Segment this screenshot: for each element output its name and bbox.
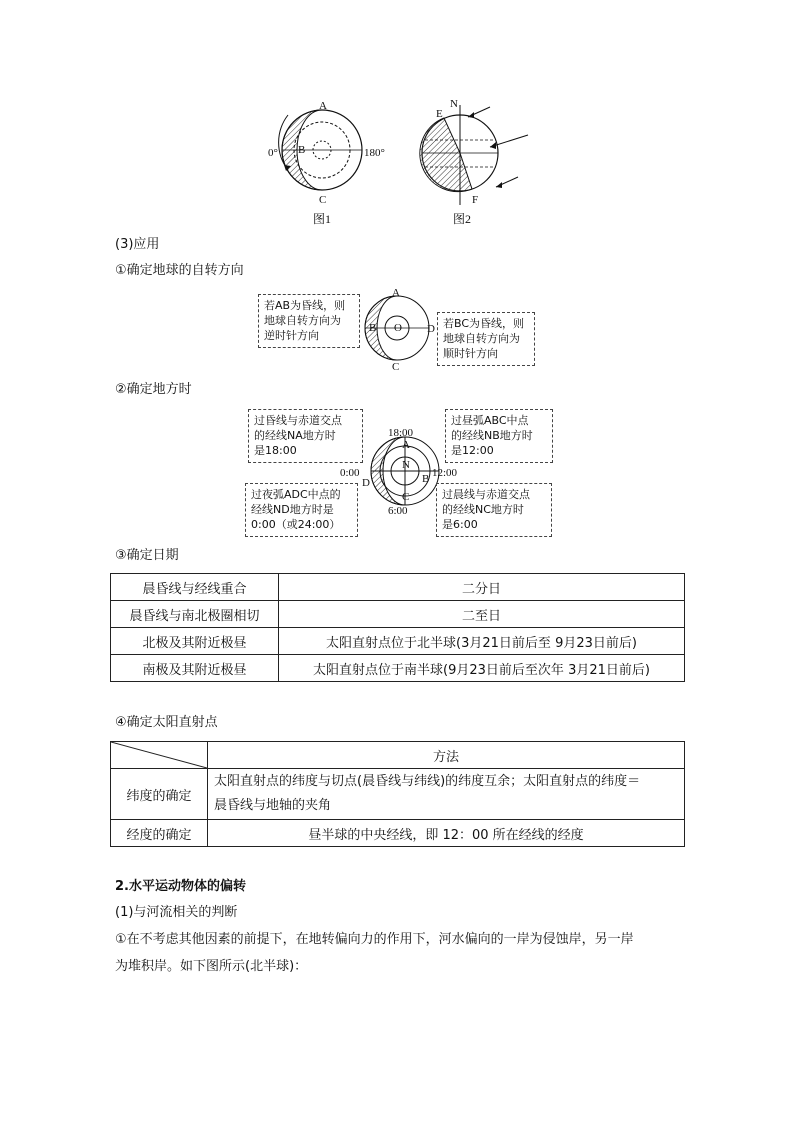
time-note-top-right [445, 409, 553, 463]
note-line: 地球自转方向为 [264, 314, 341, 327]
note-line: 经线ND地方时是 [251, 503, 334, 516]
table-cell [208, 769, 685, 820]
figure-2 [420, 98, 528, 226]
time-label-d: D [362, 477, 370, 489]
table-cell: 晨昏线与经线重合 [111, 574, 279, 601]
rot-label-c: C [392, 361, 400, 373]
section-2-para-line-2: 为堆积岸。如下图所示(北半球)： [115, 959, 308, 974]
time-label-6: 6:00 [388, 505, 408, 517]
cell-line: 晨昏线与地轴的夹角 [214, 798, 332, 813]
rot-label-b: B [369, 322, 377, 334]
rotation-note-right [437, 312, 535, 366]
time-label-c: C [402, 491, 410, 503]
note-line: 过昏线与赤道交点 [254, 414, 342, 427]
table-row [111, 574, 685, 601]
note-line: 顺时针方向 [443, 347, 498, 360]
time-label-a: A [402, 439, 410, 451]
rotation-note-left [258, 294, 360, 348]
time-note-bottom-left [245, 483, 358, 537]
note-line: 是18:00 [254, 444, 297, 457]
note-line: 过昼弧ABC中点 [451, 414, 529, 427]
note-line: 是12:00 [451, 444, 494, 457]
item-4-title: ④确定太阳直射点 [115, 715, 218, 730]
time-label-0: 0:00 [340, 467, 360, 479]
time-label-b: B [422, 473, 430, 485]
table-row [111, 655, 685, 682]
fig1-caption: 图1 [313, 212, 332, 226]
rot-label-a: A [392, 288, 400, 299]
rot-label-d: D [427, 323, 435, 335]
note-line: 地球自转方向为 [443, 332, 520, 345]
table-row [111, 820, 685, 847]
note-line: 逆时针方向 [264, 329, 319, 342]
table-cell: 太阳直射点位于北半球(3月21日前后至 9月23日前后) [279, 628, 685, 655]
date-table [110, 573, 685, 682]
cell-line: 太阳直射点的纬度与切点(晨昏线与纬线)的纬度互余；太阳直射点的纬度＝ [214, 774, 641, 789]
section-2-title: 2.水平运动物体的偏转 [115, 879, 246, 894]
figure-1-2-diagram [260, 95, 550, 230]
note-line: 若BC为昏线，则 [443, 317, 525, 330]
table-cell: 北极及其附近极昼 [111, 628, 279, 655]
fig1-label-c: C [319, 194, 327, 206]
time-label-18: 18:00 [388, 427, 414, 439]
table-cell: 经度的确定 [111, 820, 208, 847]
fig2-label-n: N [450, 98, 458, 110]
item-3-title: ③确定日期 [115, 548, 179, 563]
table-cell: 太阳直射点位于南半球(9月23日前后至次年 3月21日前后) [279, 655, 685, 682]
note-line: 若AB为昏线，则 [264, 299, 346, 312]
time-label-12: 12:00 [432, 467, 458, 479]
fig1-label-180: 180° [364, 147, 385, 159]
table-row [111, 769, 685, 820]
table-row [111, 601, 685, 628]
section-3-title: (3)应用 [115, 237, 160, 252]
table-cell: 晨昏线与南北极圈相切 [111, 601, 279, 628]
fig1-label-a: A [319, 100, 327, 112]
fig2-label-f: F [472, 194, 479, 206]
figure-1 [268, 100, 385, 226]
fig1-label-b: B [298, 144, 306, 156]
note-line: 过夜弧ADC中点的 [251, 488, 341, 501]
fig2-caption: 图2 [453, 212, 472, 226]
table-row [111, 628, 685, 655]
rotation-diagram [355, 288, 445, 374]
note-line: 的经线NC地方时 [442, 503, 524, 516]
subsolar-table [110, 741, 685, 847]
item-1-title: ①确定地球的自转方向 [115, 263, 244, 278]
table-cell: 二至日 [279, 601, 685, 628]
table-cell: 昼半球的中央经线，即 12：00 所在经线的经度 [208, 820, 685, 847]
note-line: 是6:00 [442, 518, 478, 531]
time-label-n: N [402, 459, 410, 471]
note-line: 的经线NB地方时 [451, 429, 533, 442]
item-2-title: ②确定地方时 [115, 382, 192, 397]
table-row [111, 742, 685, 769]
table-cell: 二分日 [279, 574, 685, 601]
method-header: 方法 [208, 742, 685, 769]
fig1-label-zero: 0° [268, 147, 278, 159]
rot-label-o: O [394, 322, 402, 334]
note-line: 的经线NA地方时 [254, 429, 336, 442]
time-note-bottom-right [436, 483, 552, 537]
table-cell: 南极及其附近极昼 [111, 655, 279, 682]
table-cell: 纬度的确定 [111, 769, 208, 820]
note-line: 过晨线与赤道交点 [442, 488, 530, 501]
note-line: 0:00（或24:00） [251, 518, 341, 531]
section-2-para-line-1: ①在不考虑其他因素的前提下，在地转偏向力的作用下，河水偏向的一岸为侵蚀岸，另一岸 [115, 932, 634, 947]
section-2-sub1: (1)与河流相关的判断 [115, 905, 238, 920]
fig2-label-e: E [436, 108, 443, 120]
diagonal-line [111, 742, 207, 768]
diagonal-header-cell [111, 742, 208, 769]
